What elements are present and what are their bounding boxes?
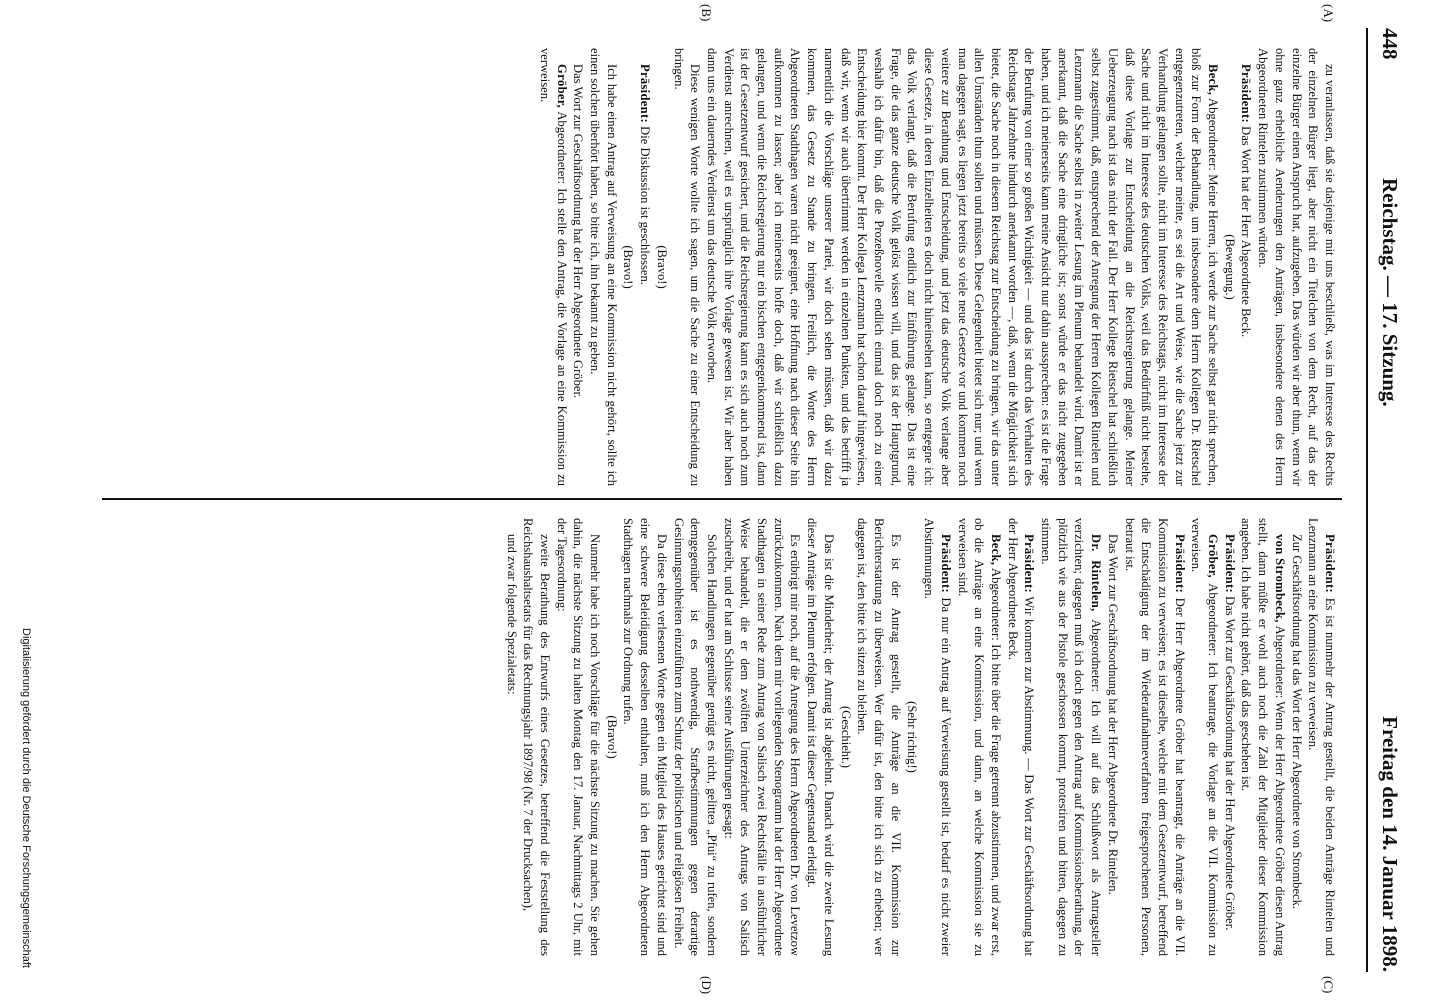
margin-marker-c: (C) — [1321, 976, 1336, 994]
paragraph-text: Der Herr Abgeordnete Gröber hat beantragt, die Anträge an die VII. Kommission zu verweisen; es ist dieselbe, welche mit dem Gesetzentwurf, betreffend die Entschädigung der im Wiederaufnahmeverfahren freigesprochenen Personen, betraut ist. — [1122, 518, 1187, 956]
running-header — [1368, 28, 1406, 972]
margin-marker-d: (D) — [699, 976, 714, 995]
paragraph — [954, 518, 1004, 956]
digitization-footer — [12, 0, 36, 1000]
interjection: (Bewegung.) — [1222, 234, 1237, 300]
paragraph — [804, 518, 837, 956]
paragraph-text: Da nur ein Antrag auf Verweisung gestellt ist, bedarf es nicht zweier Abstimmungen. — [922, 518, 953, 956]
paragraph-text: zu veranlassen, daß sie dasjenige mit uns beschließt, was im Interesse des Rechts der einzelnen Bürger liegt, aber nicht ein Titelchen von dem Recht, auf das der einzelne Bürger einen Anspruch hat, aufzugeben. Das würden wir aber thun, wenn wir ohne ganz erhebliche Aenderungen den Anträgen, insbesondere denen des Herrn Abgeordneten Rintelen zustimmen würden. — [1256, 48, 1337, 486]
paragraph — [854, 518, 904, 956]
paragraph — [1004, 518, 1037, 956]
speaker-name: Präsident: — [1022, 534, 1037, 593]
speaker-name: Beck, — [1206, 64, 1221, 96]
paragraph-text: Abgeordneter: Meine Herren, ich werde zur Sache selbst gar nicht sprechen, bloß zur Form der Behandlung, um insbesondere dem Herrn Kollegen Dr. Rietschel entgegenzutreten, welcher meinte, es sei die Art und Weise, wie die Sache jetzt zur Verhandlung gelangen sollte, nicht im Interesse des Reichstags, nicht im Interesse der Sache und nicht im Interesse des deutschen Volks, weil das Bedürfniß nicht bestehe, daß diese Vorlage zur Entscheidung an die Reichsregierung gelange. Meiner Ueberzeugung nach ist das nicht der Fall. Der Herr Kollege Rietschel hat schließlich selbst zugestimmt, daß, entsprechend der Anregung der Herren Kollegen Rintelen und Lenzmann die Sache selbst in zweiter Lesung im Plenum behandelt wird. Damit ist er anerkannt, daß die Sache eine dringliche ist; sonst würde er das nicht zugegeben haben, und ich meinerseits kann meine Ansicht nur dahin aussprechen: es ist die Frage der Berufung von einer so großen Wichtigkeit — und das ist durch das Verhalten des Reichstags Jahrzehnte hindurch anerkannt worden —, daß, wenn die Möglichkeit sich bietet, die Sache noch in diesem Reichstag zur Entscheidung zu bringen, wir das unter allen Umständen thun sollen und müssen. Diese Gelegenheit bietet sich nur; und wenn man dagegen sagt, es liegen jetzt bereits so viele neue Gesetze vor und kommen noch weitere zur Berathung und Entscheidung, und jetzt das deutsche Volk verlange aber diese Gesetze, in deren Einzelheiten es doch nicht hineinsehen kann, so entgegne ich: das Volk verlangt, daß die Berufung endlich zur Einführung gelange. Das ist eine Frage, die das ganze deutsche Volk gelöst wissen will, und das ist der Hauptgrund, weshalb ich dafür bin, daß die Prozeßnovelle endlich einmal doch noch zu einer Entscheidung hier kommt. Der Herr Kollega Lenzmann hat schon darauf hingewiesen, daß wir, wenn wir auch übertrimmt werden in einzelnen Punkten, und das betrifft ja namentlich die Vorschläge unserer Partei, wir doch sehen müssen, daß wir dazu kommen, das Gesetz zu Stande zu bringen. Freilich, die Worte des Herrn Abgeordneten Stadthagen waren nicht geeignet, eine Hoffnung nach dieser Seite hin aufkommen zu lassen; aber ich meinerseits hoffe doch, daß wir schließlich dazu gelangen, und wenn die Reichsregierung nur ein bischen entgegenkommend ist, dann ist der Gesetzentwurf gesichert, und die Reichsregierung kann es sich auch noch zum Verdienst anrechnen, weil es ursprünglich ihre Vorlage gewesen ist. Wir aber haben dann uns ein dauerndes Verdienst um das deutsche Volk erworben. — [704, 48, 1221, 486]
paragraph-text: Es erübrigt mir noch, auf die Anregung des Herrn Abgeordneten Dr. von Levetzow zurückzukommen. Nach dem mir vorliegenden Stenogramm hat der Herr Abgeordnete Stadthagen in seiner Rede zum Antrag von Salisch zwei Rechtsfälle in ausführlicher Weise behandelt, die er dem zwölften Unterzeichner des Antrags von Salisch zuschreibt, und er hat am Schlusse seiner Ausführungen gesagt: — [721, 518, 803, 956]
paragraph-text: Die Diskussion ist geschlossen. — [638, 126, 653, 285]
paragraph — [570, 48, 587, 486]
paragraph-text: Das Wort zur Geschäftsordnung hat der Herr Abgeordnete Dr. Rintelen. — [1105, 534, 1120, 895]
speaker-name: Präsident: — [1222, 534, 1237, 593]
paragraph-text: Abgeordneter: Ich will auf das Schlußwort als Antragsteller verzichten; dagegen muß ich doch gegen den Antrag auf Kommissionsberathung, der plötzlich wie aus der Pistole geschossen kommt, protestiren und bitten, dagegen zu stimmen. — [1039, 518, 1104, 956]
margin-marker-b: (B) — [699, 4, 714, 22]
paragraph-text: Ich habe einen Antrag auf Verweisung an eine Kommission nicht gehört, sollte ich einen solchen überhört haben, so bitte ich, ihn bekannt zu geben. — [588, 48, 619, 486]
right-text-column — [106, 518, 1338, 956]
interjection: (Geschieht.) — [838, 706, 853, 768]
paragraph — [636, 48, 653, 486]
paragraph — [720, 518, 804, 956]
speaker-name: Präsident: — [1172, 534, 1187, 593]
paragraph — [1238, 518, 1288, 956]
paragraph — [1104, 518, 1121, 956]
header-left-title: Reichstag. — 17. Sitzung. — [1378, 178, 1402, 407]
paragraph — [1254, 48, 1338, 486]
left-text-column — [106, 48, 1338, 486]
paragraph — [920, 518, 953, 956]
speaker-name: Präsident: — [1239, 64, 1254, 123]
paragraph — [1305, 518, 1338, 956]
speaker-name: Gröber, — [1206, 534, 1221, 578]
interjection: (Sehr richtig!) — [905, 701, 920, 773]
page-number: 448 — [1378, 28, 1402, 60]
paragraph — [553, 518, 603, 956]
column-divider — [102, 498, 1342, 500]
paragraph — [670, 518, 720, 956]
speaker-name: Dr. Rintelen, — [1089, 534, 1104, 612]
speaker-name: Gröber, — [554, 64, 569, 108]
speaker-name: Beck, — [988, 534, 1003, 566]
paragraph-text: Abgeordneter: Ich bitte über die Frage getrennt abzustimmen, und zwar erst, ob die Anträge an eine Kommission, und dann, an welche Kommission sie zu verweisen sind. — [955, 518, 1003, 956]
paragraph — [1121, 518, 1188, 956]
paragraph — [1188, 518, 1221, 956]
speaker-name: Präsident: — [1323, 534, 1337, 593]
paragraph — [670, 48, 703, 486]
header-rule — [1366, 28, 1368, 972]
paragraph-text: Diese wenigen Worte wollte ich sagen, um die Sache zu einer Entscheidung zu bringen. — [671, 48, 703, 486]
paragraph-text: Es ist nunmehr der Antrag gestellt, die beiden Anträge Rintelen und Lenzmann an eine Kommission zu verweisen. — [1306, 518, 1337, 956]
paragraph — [1037, 518, 1104, 956]
paragraph-text: Solchen Handlungen gegenüber genügt es nicht, gelitteз „Pfui“ zu rufen, sondern demgegenüber ist es nothwendig, Strafbestimmungen gegen derartige Gesinnungsrohheiten einzuführen zum Schutz der politischen und religiösen Freiheit. — [671, 518, 719, 956]
digitization-credit: Digitalisierung gefördert durch die Deutsche Forschungsgemeinschaft — [20, 628, 32, 968]
paragraph-text: und zwar folgende Spezialetats: — [504, 534, 519, 695]
paragraph — [1221, 518, 1238, 956]
speaker-name: Präsident: — [938, 534, 953, 593]
paragraph — [520, 518, 553, 956]
speaker-name: von Strombeck, — [1272, 534, 1287, 623]
header-right-title: Freitag den 14. Januar 1898. — [1378, 716, 1402, 972]
paragraph — [586, 48, 619, 486]
paragraph — [503, 518, 520, 956]
paragraph — [536, 48, 569, 486]
paragraph-text: Das Wort zur Geschäftsordnung hat der Herr Abgeordnete Gröber. — [571, 64, 586, 399]
paragraph — [1238, 48, 1255, 486]
paragraph-text: Da diese eben verlesenen Worte gegen ein Mitglied des Hauses gerichtet sind und eine schwere Beleidigung desselben enthalten, muß ich den Herrn Abgeordneten Stadthagen nachmals zur Ordnung rufen. — [621, 518, 669, 956]
paragraph-text: Das Wort zur Geschäftsordnung hat der Herr Abgeordnete Gröber. — [1222, 596, 1237, 931]
paragraph-text: Zur Geschäftsordnung hat das Wort der Herr Abgeordnete von Strombeck. — [1289, 534, 1304, 910]
speaker-name: Präsident: — [638, 64, 653, 123]
paragraph-text: Das ist die Minderheit; der Antrag ist abgelehnt. Danach wird die zweite Lesung dieser Anträge im Plenum erfolgen. Damit ist dieser Gegenstand erledigt. — [805, 518, 836, 956]
interjection: (Bravo!) — [604, 715, 619, 759]
paragraph-text: Wir kommen zur Abstimmung. — Das Wort zur Geschäftsordnung hat der Herr Abgeordnete Beck. — [1005, 518, 1037, 956]
paragraph-text: Es ist der Antrag gestellt, die Anträge an die VII. Kommission zur Berichterstattung zu überweisen. Wer dafür ist, den bitte ich sich zu erheben; wer dagegen ist, den bitte ich sitzen zu bleiben. — [855, 518, 903, 956]
paragraph-text: Abgeordneter: Ich stelle den Antrag, die Vorlage an eine Kommission zu verweisen. — [537, 48, 569, 486]
paragraph — [703, 48, 1221, 486]
paragraph-text: Nunmehr habe ich noch Vorschläge für die nächste Sitzung zu machen. Sie gehen dahin, die nächste Sitzung zu halten Montag den 17. Januar, Nachmittags 2 Uhr, mit der Tagesordnung: — [554, 518, 603, 956]
paragraph-text: Abgeordneter: Ich beantrage, die Vorlage an die VII. Kommission zu verweisen. — [1189, 518, 1221, 956]
paragraph — [1288, 518, 1305, 956]
interjection: (Bravo!) — [654, 245, 669, 289]
paragraph-text: zweite Berathung des Entwurfs eines Gesetzes, betreffend die Feststellung des Reichshaushaltsetats für das Rechnungsjahr 1897/98 (Nr. 7 der Drucksachen), — [521, 518, 552, 956]
paragraph — [620, 518, 670, 956]
interjection: (Bravo!) — [621, 245, 636, 289]
margin-marker-a: (A) — [1321, 4, 1336, 23]
paragraph-text: Das Wort hat der Herr Abgeordnete Beck. — [1239, 126, 1254, 338]
paragraph-text: Abgeordneter: Wenn der Herr Abgeordnete Gröber diesen Antrag stellt, dann müßte er wohl auch noch die Zahl der Mitglieder dieser Kommission angeben. Ich habe nicht gehört, daß das geschehen ist. — [1239, 518, 1287, 956]
